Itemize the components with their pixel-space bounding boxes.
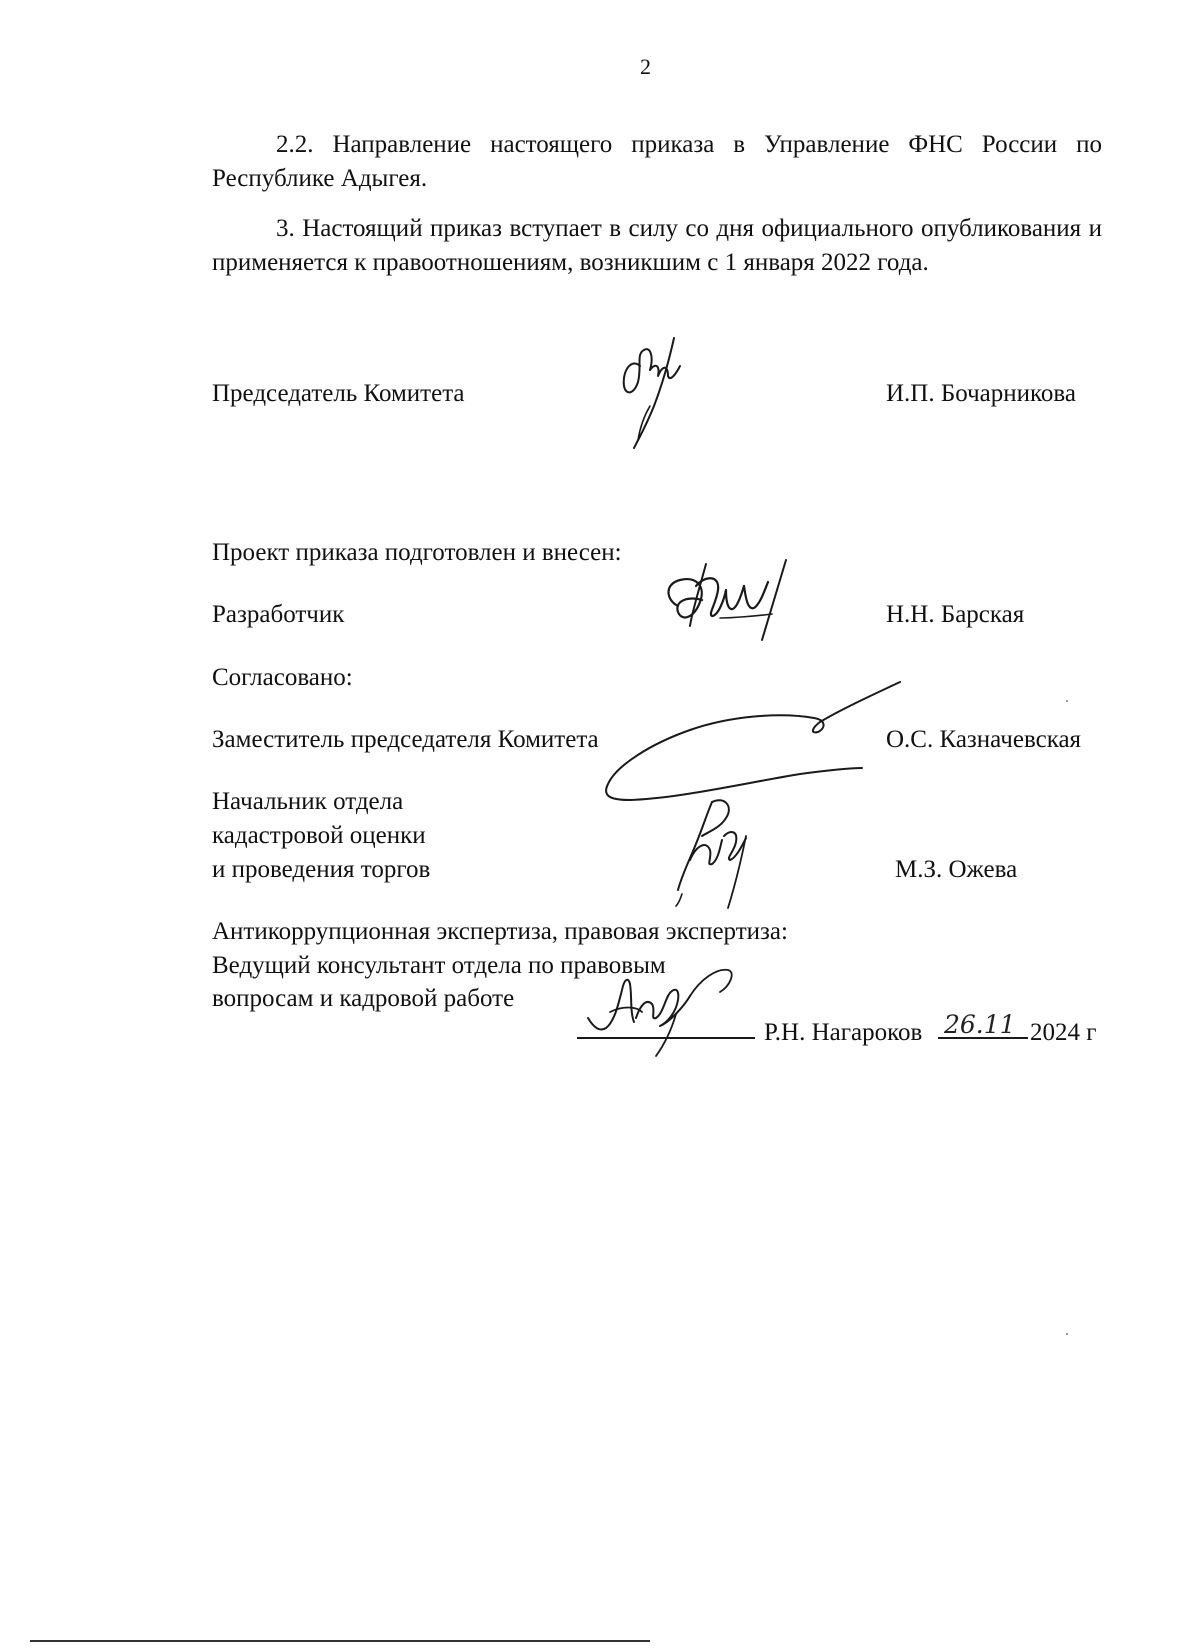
scan-speck: [1066, 700, 1068, 702]
scan-speck: [1066, 1333, 1068, 1335]
head-title-line2: кадастровой оценки: [212, 822, 426, 849]
approvals-heading: Согласовано:: [212, 664, 353, 691]
project-heading: Проект приказа подготовлен и внесен:: [212, 539, 622, 566]
deputy-name: О.С. Казначевская: [886, 726, 1082, 753]
developer-name: Н.Н. Барская: [886, 601, 1025, 628]
deputy-signature: [600, 676, 910, 816]
head-title-line1: Начальник отдела: [212, 788, 404, 815]
head-name: М.З. Ожева: [895, 856, 1018, 883]
paragraph-2-2: 2.2. Направление настоящего приказа в Управление ФНС России по Республике Адыгея.: [212, 131, 1102, 192]
expertise-signature: [580, 956, 740, 1060]
expertise-heading: Антикоррупционная экспертиза, правовая экспертиза:: [212, 918, 788, 945]
expertise-title-line1: Ведущий консультант отдела по правовым: [212, 952, 666, 979]
expertise-name: Р.Н. Нагароков: [764, 1019, 923, 1046]
developer-signature: [660, 556, 800, 656]
head-title-line3: и проведения торгов: [212, 856, 431, 883]
chairman-signature: [610, 336, 720, 454]
chairman-title: Председатель Комитета: [212, 380, 465, 407]
developer-title: Разработчик: [212, 601, 345, 628]
expertise-year: 2024 г: [1030, 1019, 1097, 1046]
handwritten-date: 26.11: [944, 1010, 1016, 1039]
deputy-title: Заместитель председателя Комитета: [212, 726, 599, 753]
chairman-name: И.П. Бочарникова: [886, 380, 1076, 407]
page-number: 2: [640, 54, 651, 79]
paragraph-3: 3. Настоящий приказ вступает в силу со дня официального опубликования и применяется к правоотношениям, возникшим с 1 января 2022 года.: [212, 215, 1102, 276]
expertise-title-line2: вопросам и кадровой работе: [212, 985, 515, 1012]
scan-edge-line: [30, 1640, 650, 1642]
head-signature: [672, 796, 772, 916]
